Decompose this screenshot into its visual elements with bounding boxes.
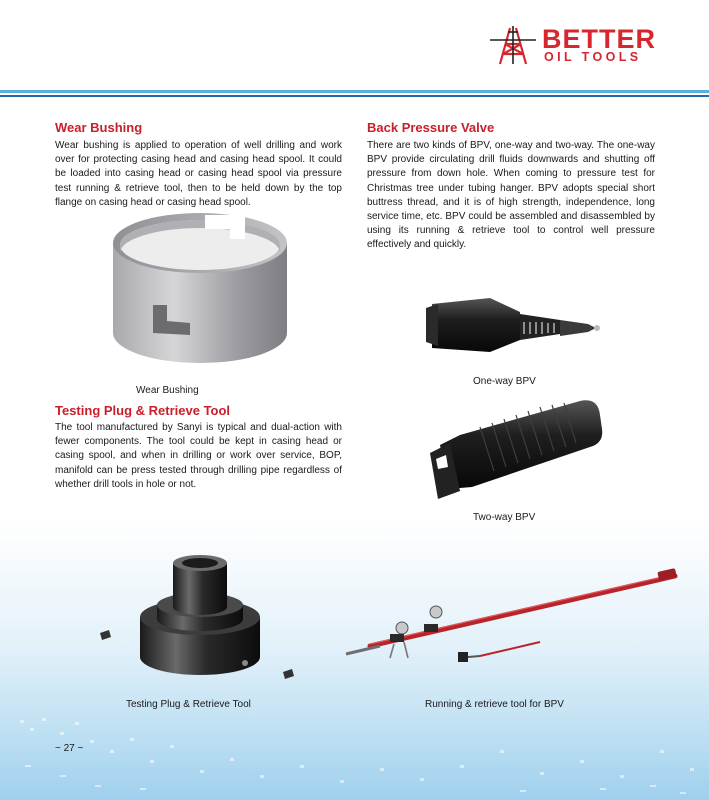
testing-plug-caption: Testing Plug & Retrieve Tool [126, 699, 251, 710]
testing-plug-heading: Testing Plug & Retrieve Tool [55, 403, 231, 418]
two-way-bpv-caption: Two-way BPV [473, 512, 536, 523]
derrick-logo-icon [488, 24, 538, 66]
bpv-heading: Back Pressure Valve [367, 120, 495, 135]
header-rule-dark [0, 95, 709, 97]
brand-logo [488, 24, 673, 66]
testing-plug-image [95, 545, 305, 685]
wear-bushing-image [105, 205, 295, 370]
brand-tagline: OIL TOOLS [544, 50, 642, 64]
two-way-bpv-image [420, 395, 605, 505]
bpv-text: There are two kinds of BPV, one-way and two-way. The one-way BPV provide circulating drill fluids downwards and shutting off pressure from down hole. When coming to pressure test for Christmas tree under tubing hanger. BPV adopts special short buttress thread, and it is of high strength, independence, long service time, etc. BPV could be assembled and disassembled by using its running & retrieve tool to control well pressure effectively and quickly. [367, 140, 655, 251]
wear-bushing-caption: Wear Bushing [136, 385, 199, 396]
wear-bushing-heading: Wear Bushing [55, 120, 143, 135]
page-number: ~ 27 ~ [55, 743, 84, 754]
one-way-bpv-caption: One-way BPV [473, 376, 536, 387]
one-way-bpv-image [420, 290, 605, 365]
running-retrieve-tool-image [340, 568, 685, 678]
running-tool-caption: Running & retrieve tool for BPV [425, 699, 564, 710]
header-rule [0, 90, 709, 93]
brand-name: BETTER [542, 24, 656, 54]
testing-plug-text: The tool manufactured by Sanyi is typical and dual-action with fewer components. The tool could be kept in casing head or casing spool, and when in drilling or work over service, BOP, manifold can be press tested through drilling pipe regardless of whether drill tools in hole or not. [55, 422, 342, 490]
wear-bushing-text: Wear bushing is applied to operation of well drilling and work over for protecting casing head and casing head spool. It could be loaded into casing head or casing head spool via pressure test running & retrieve tool, then to be held down by the top flange on casing head or casing head spool. [55, 140, 342, 208]
